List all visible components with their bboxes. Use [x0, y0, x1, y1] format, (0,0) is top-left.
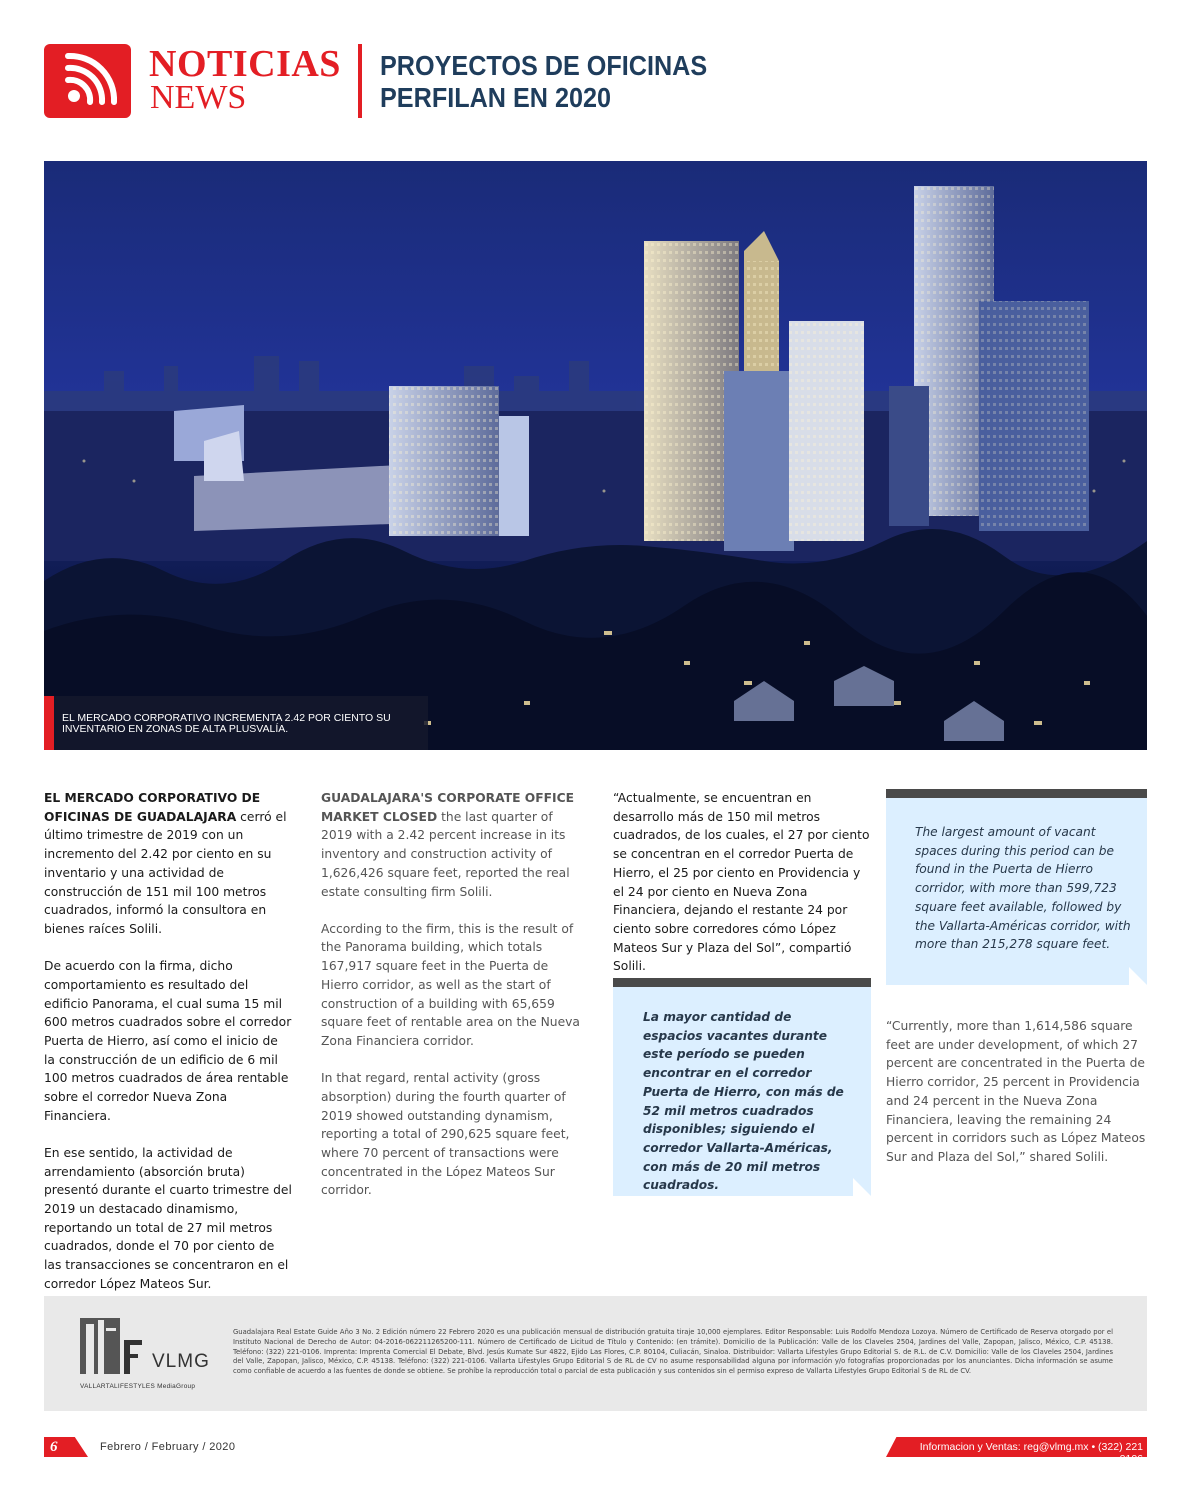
- pullquote-text: The largest amount of vacant spaces during this period can be found in the Puerta de Hierro corridor, with more than 599,723 square feet available, followed by the Vallarta-Américas corridor, with more than 215,278 square feet.: [915, 825, 1131, 952]
- page-headline: PROYECTOS DE OFICINAS PERFILAN EN 2020: [380, 50, 708, 113]
- paragraph-text: cerró el último trimestre de 2019 con un incremento del 2.42 por ciento en su inventario y una actividad de construcción de 151 mil 100 metros cuadrados, informó la consultora en bienes raíces Solili.: [44, 809, 287, 936]
- city-skyline-photo: [44, 161, 1147, 750]
- paragraph: In that regard, rental activity (gross absorption) during the fourth quarter of 2019 showed outstanding dynamism, reporting a total of 290,625 square feet, where 70 percent of transactions were concentrated in the López Mateos Sur corridor.: [321, 1071, 570, 1198]
- imprint-text: Guadalajara Real Estate Guide Año 3 No. 2 Edición número 22 Febrero 2020 es una publicación mensual de distribución gratuita tiraje 10,000 ejemplares. Editor Responsable: Luis Rodolfo Mendoza Lozoya. Número de Certificado de Reserva otorgado por el Instituto Nacional de Derecho de Autor: 04-2016-062211265200-111. Número de Certificado de Licitud de Título y Contenido: (en trámite). Domicilio de la Publicación: Valle de los Claveles 2504, Jardines del Valle, Zapopan, Jalisco, México, C.P. 45138. Teléfono: (322) 221-0106. Imprenta: Imprenta Comercial El Debate, Blvd. Jesús Kumate Sur 4822, Ejido Las Flores, C.P. 80104, Culiacán, Sinaloa. Distribuidor: Vallarta Lifestyles Grupo Editorial S. de R.L. de C.V. Domicilio: Valle de los Claveles 2504, Jardines del Valle, Zapopan, Jalisco, México, C.P. 45138. Teléfono: (322) 221-0106. Vallarta Lifestyles Grupo Editorial S de RL de CV no asume responsabilidad alguna por información y/o fotografías proporcionadas por los anunciantes. Dicha información se asume como confiable de acuerdo a las fuentes de donde se obtiene. Se prohíbe la reproducción total o parcial de esta publicación y sus contenidos sin el permiso expreso de Vallarta Lifestyles Grupo Editorial S de RL de CV.: [233, 1328, 1113, 1376]
- paragraph: According to the firm, this is the result of the Panorama building, which totals 167,917 square feet in the Puerta de Hierro corridor, as well as the start of construction of a building with 65,659 square feet of rentable area on the Nueva Zona Financiera corridor.: [321, 921, 580, 1048]
- header-divider: [358, 44, 362, 118]
- paragraph: “Currently, more than 1,614,586 square feet are under development, of which 27 percent are concentrated in the Puerta de Hierro corridor, 25 percent in Providencia and 24 percent in the Nueva Zona Financiera, leaving the remaining 24 percent in corridors such as López Mateos Sur and Plaza del Sol,” shared Solili.: [886, 1019, 1146, 1164]
- photo-caption: EL MERCADO CORPORATIVO INCREMENTA 2.42 POR CIENTO SU INVENTARIO EN ZONAS DE ALTA PLUSVALÍA.: [62, 712, 391, 735]
- section-title-en: NEWS: [150, 79, 247, 116]
- pullquote-bar: [886, 789, 1147, 798]
- caption-accent-bar: [44, 696, 54, 750]
- page-fold-corner: [853, 1178, 871, 1196]
- section-title-es: NOTICIAS: [149, 43, 341, 85]
- lead-in-es: EL MERCADO CORPORATIVO DE OFICINAS DE GUADALAJARA: [44, 791, 261, 824]
- pullquote-es: [613, 978, 871, 1196]
- logo-subtitle: VALLARTALIFESTYLES MediaGroup: [80, 1383, 196, 1390]
- paragraph: En ese sentido, la actividad de arrendamiento (absorción bruta) presentó durante el cuarto trimestre del 2019 un destacado dinamismo, reportando un total de 27 mil metros cuadrados, donde el 70 por ciento de las transacciones se concentraron en el corredor López Mateos Sur.: [44, 1145, 292, 1291]
- issue-date: Febrero / February / 2020: [100, 1441, 236, 1453]
- pullquote-text: La mayor cantidad de espacios vacantes durante este período se pueden encontrar en el corredor Puerta de Hierro, con más de 52 mil metros cuadrados disponibles; siguiendo el corredor Vallarta-Américas, con más de 20 mil metros cuadrados.: [643, 1010, 844, 1193]
- paragraph-text: the last quarter of 2019 with a 2.42 percent increase in its inventory and construction activity of 1,626,426 square feet, reported the real estate consulting firm Solili.: [321, 809, 570, 899]
- paragraph: De acuerdo con la firma, dicho comportamiento es resultado del edificio Panorama, el cual suma 15 mil 600 metros cuadrados sobre el corredor Puerta de Hierro, así como el inicio de la construcción de un edificio de 6 mil 100 metros cuadrados de área rentable sobre el corredor Nueva Zona Financiera.: [44, 959, 292, 1123]
- vlmg-logo-icon: [80, 1318, 150, 1374]
- pullquote-en: [886, 789, 1147, 985]
- quote-column-es: [613, 789, 875, 995]
- page-number: 6: [50, 1439, 58, 1455]
- article-column-es: [44, 789, 292, 1312]
- paragraph: “Actualmente, se encuentran en desarrollo más de 150 mil metros cuadrados, de los cuales, el 27 por ciento se concentran en el corredor Puerta de Hierro, el 25 por ciento en Providencia y el 24 por ciento en Nueva Zona Financiera, dejando el restante 24 por ciento sobre corredores cómo López Mateos Sur y Plaza del Sol”, compartió Solili.: [613, 791, 870, 974]
- article-column-en: [321, 789, 583, 1219]
- lead-in-en: GUADALAJARA'S CORPORATE OFFICE MARKET CLOSED: [321, 791, 575, 824]
- quote-column-en: [886, 1017, 1148, 1185]
- rss-icon: [44, 44, 131, 118]
- sales-contact: Informacion y Ventas: reg@vlmg.mx • (322) 221 0106: [919, 1441, 1143, 1465]
- pullquote-bar: [613, 978, 871, 987]
- logo-wordmark: VLMG: [152, 1351, 210, 1372]
- page-fold-corner: [1129, 967, 1147, 985]
